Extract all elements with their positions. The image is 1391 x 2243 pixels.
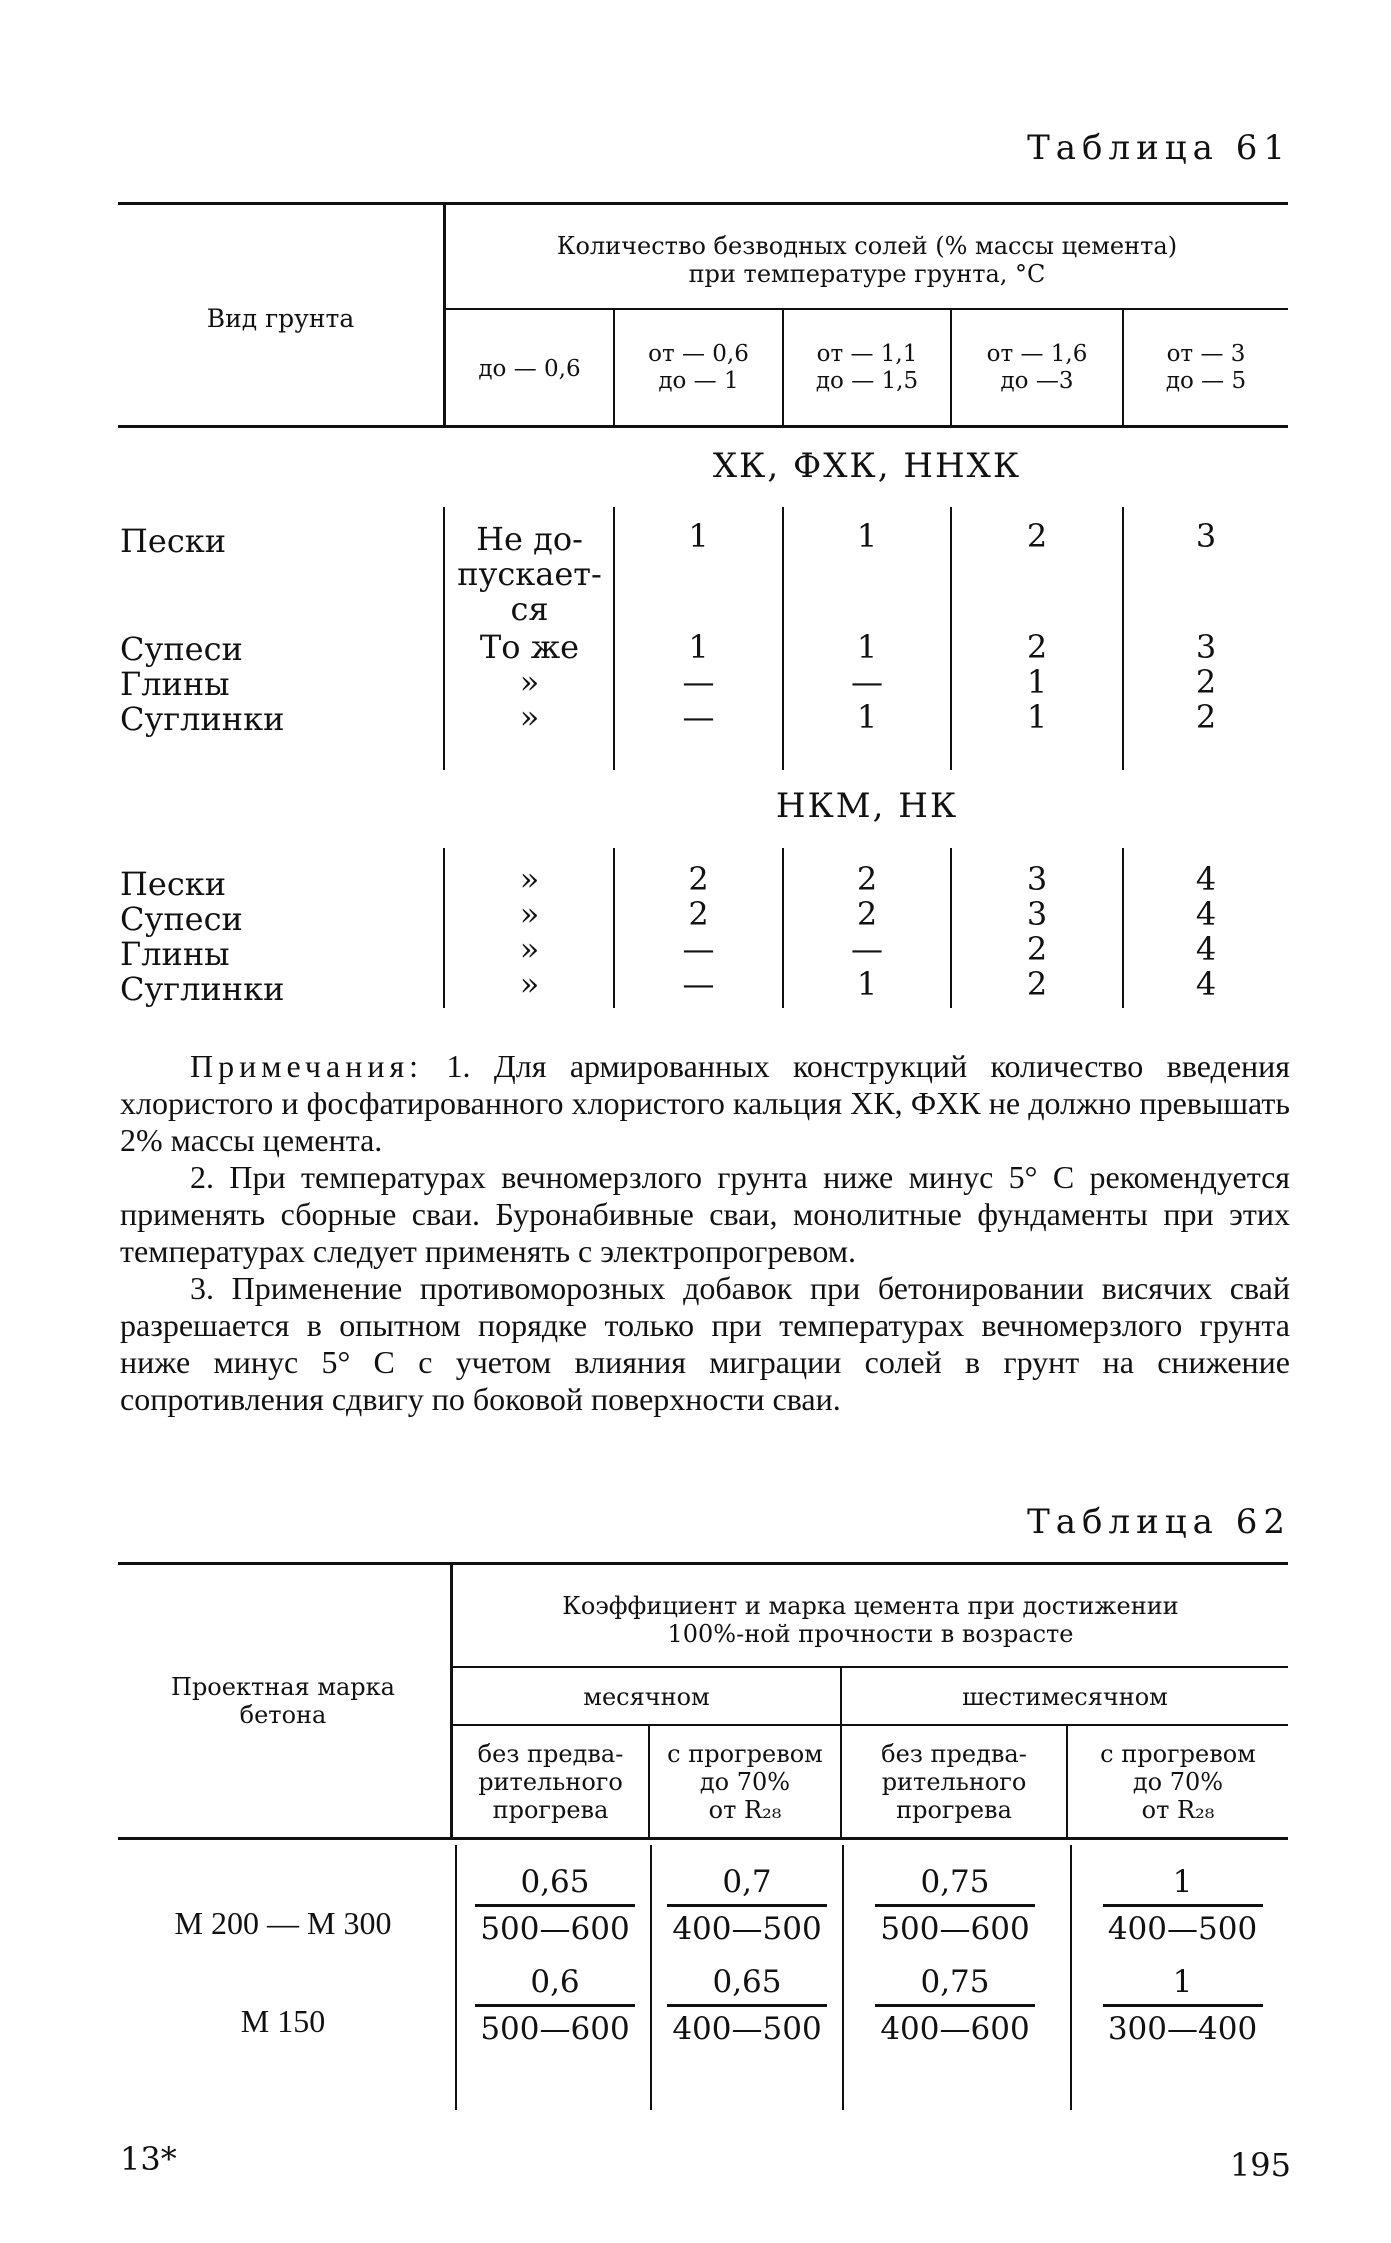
table61-g2-row4-c1: » — [519, 965, 540, 1003]
table62-m-preheat-header: с прогревом до 70% от R₂₈ — [667, 1740, 823, 1824]
table61-g1-row1-c5: 3 — [1195, 517, 1217, 555]
table61-g2-row2-c2: 2 — [688, 895, 709, 933]
table61-g2-row1-c1: » — [519, 860, 540, 898]
table61-g1-row4-c1: » — [519, 698, 540, 736]
table62-row2-cell3-num: 0,75 — [920, 1964, 990, 2000]
table61-g2-row3-name: Глины — [120, 935, 230, 973]
table61-header-bottom-rule — [118, 425, 1288, 428]
table61-g1-row1-name: Пески — [120, 522, 227, 560]
table62-body-divider-3 — [1070, 1845, 1072, 2110]
table61-g2-row2-c4: 3 — [1026, 895, 1048, 933]
table61-g1-row2-c3: 1 — [856, 628, 878, 666]
table61-range-col-4: от — 1,6 до —3 — [986, 341, 1088, 394]
table61-g2-row3-c3: — — [851, 930, 883, 968]
table62-row1-cell3-num: 0,75 — [920, 1864, 990, 1900]
table62-monthly-header: месячном — [583, 1683, 710, 1711]
table62-body-divider-1 — [650, 1845, 652, 2110]
table62-row1-cell4 — [1095, 1860, 1270, 1951]
table62-row1-cell4-den: 400—500 — [1107, 1911, 1258, 1947]
table62-row2-cell4-num: 1 — [1172, 1964, 1193, 2000]
table61-g1-row3-c1: » — [519, 663, 540, 701]
table62-row1-cell3 — [870, 1860, 1040, 1951]
table61-g1-row3-c5: 2 — [1195, 663, 1217, 701]
table62-row2-cell2 — [662, 1960, 832, 2051]
table62-row1-grade: М 200 — М 300 — [174, 1905, 392, 1941]
notes-label: Примечания: — [190, 1048, 424, 1084]
table61-range-col-2: от — 0,6 до — 1 — [648, 341, 749, 394]
table61-g1-col-divider-0 — [443, 507, 445, 770]
table62-sub-rule-1 — [453, 1724, 840, 1726]
table61-g1-row1-c2: 1 — [688, 517, 709, 555]
table61-g1-row2-c4: 2 — [1026, 628, 1048, 666]
table61-g1-row3-c4: 1 — [1026, 663, 1048, 701]
table61-group1-title: ХК, ФХК, ННХК — [712, 446, 1022, 486]
table61-g2-row3-c1: » — [519, 930, 540, 968]
table61-g1-row1-c4: 2 — [1026, 517, 1048, 555]
notes-block — [120, 1048, 1290, 1418]
table62-row1-cell3-den: 500—600 — [880, 1911, 1030, 1947]
table61-g1-row4-c5: 2 — [1195, 698, 1217, 736]
table61-g2-row4-c5: 4 — [1195, 965, 1217, 1003]
table62-row2-cell1-den: 500—600 — [480, 2011, 630, 2047]
table62-header-bottom-rule — [118, 1837, 1288, 1840]
table62-row2-cell3 — [870, 1960, 1040, 2051]
table62-row2-cell3-den: 400—600 — [880, 2011, 1030, 2047]
table62-row1-cell4-num: 1 — [1172, 1864, 1193, 1900]
table62-body-divider-2 — [842, 1845, 844, 2110]
table62-row2-cell2-den: 400—500 — [672, 2011, 822, 2047]
table61-g2-row2-c3: 2 — [856, 895, 878, 933]
table62-row1-cell2-den: 400—500 — [672, 1911, 822, 1947]
table62-row1-cell1 — [470, 1860, 640, 1951]
note-2: 2. При температурах вечномерзлого грунта ниже минус 5° С рекомендуется применять сборные сваи. Буронабивные сваи, монолитные фундаменты при этих температурах следует применять с электропрогревом. — [120, 1159, 1290, 1269]
page-number: 195 — [1229, 2146, 1291, 2184]
table62-group-rule — [453, 1666, 1288, 1668]
table61-g1-row2-c2: 1 — [688, 628, 709, 666]
table61-g2-row1-name: Пески — [120, 865, 227, 903]
table61-g1-row4-c3: 1 — [856, 698, 878, 736]
table61-soil-type-header: Вид грунта — [206, 304, 355, 333]
table62-row1-cell2 — [662, 1860, 832, 1951]
table61-range-col-3: от — 1,1 до — 1,5 — [815, 341, 919, 394]
table61-g2-row2-c5: 4 — [1195, 895, 1217, 933]
table62-row1-cell2-num: 0,7 — [722, 1864, 772, 1900]
note-3: 3. Применение противоморозных добавок при бетонировании висячих свай разрешается в опытном порядке только при температурах вечномерзлого грунта ниже минус 5° С с учетом влияния миграции солей в грунт на снижение сопротивления сдвигу по боковой поверхности сваи. — [120, 1270, 1290, 1417]
table62-sub-rule-2 — [842, 1724, 1288, 1726]
table61-g2-row4-c2: — — [682, 965, 715, 1003]
table61-g1-row4-c2: — — [682, 698, 715, 736]
table62-six-month-header: шестимесячном — [962, 1683, 1168, 1711]
table62-s-no-preheat-header: без предва- рительного прогрева — [881, 1740, 1027, 1824]
table61-g2-col-divider-0 — [443, 848, 445, 1008]
table61-g1-row1-c1: Не до- пускает- ся — [457, 520, 602, 628]
table61-g2-row1-c4: 3 — [1026, 860, 1048, 898]
table61-g2-row1-c2: 2 — [688, 860, 709, 898]
table62-body-divider-0 — [455, 1845, 457, 2110]
table61-g1-row4-c4: 1 — [1026, 698, 1048, 736]
table62-row2-cell1-num: 0,6 — [530, 1964, 580, 2000]
table61-g2-row2-name: Супеси — [120, 900, 243, 938]
table62-caption: Таблица 62 — [1027, 1502, 1291, 1542]
table61-g1-row2-c5: 3 — [1195, 628, 1217, 666]
table62-grade-header: Проектная марка бетона — [171, 1673, 395, 1729]
table61-range-col-1: до — 0,6 — [478, 356, 581, 382]
table61-g2-row2-c1: » — [519, 895, 540, 933]
table61-g1-row3-c2: — — [682, 663, 715, 701]
note-1: Примечания: 1. Для армированных конструкций количество введения хлористого и фосфатированного хлористого кальция ХК, ФХК не должно превышать 2% массы цемента. — [120, 1048, 1290, 1158]
table61-g1-row3-name: Глины — [120, 665, 230, 703]
table62-row2-cell2-num: 0,65 — [712, 1964, 782, 2000]
table61-range-col-5: от — 3 до — 5 — [1165, 341, 1247, 394]
table62-group-header: Коэффициент и марка цемента при достижении 100%-ной прочности в возрасте — [562, 1592, 1179, 1648]
table62-s-preheat-header: с прогревом до 70% от R₂₈ — [1100, 1740, 1256, 1824]
table61-g1-row4-name: Суглинки — [120, 700, 285, 738]
table61-g2-row3-c4: 2 — [1026, 930, 1048, 968]
table62-row1-cell1-num: 0,65 — [520, 1864, 590, 1900]
table61-g2-row3-c2: — — [682, 930, 715, 968]
table61-subheader-rule — [446, 308, 1288, 310]
table62-row1-cell1-den: 500—600 — [480, 1911, 630, 1947]
table62-row2-cell4-den: 300—400 — [1107, 2011, 1258, 2047]
table61-g2-row1-c5: 4 — [1195, 860, 1217, 898]
table61-g1-row3-c3: — — [851, 663, 883, 701]
table61-top-rule — [118, 202, 1288, 205]
table61-group2-title: НКМ, НК — [775, 786, 959, 826]
table61-caption: Таблица 61 — [1027, 128, 1291, 168]
table61-g1-row1-c3: 1 — [856, 517, 878, 555]
table61-g2-row1-c3: 2 — [856, 860, 878, 898]
table61-g1-row2-name: Супеси — [120, 630, 243, 668]
table61-group-header: Количество безводных солей (% массы цемента) при температуре грунта, °С — [556, 232, 1178, 288]
table61-g2-row4-c3: 1 — [856, 965, 878, 1003]
table62-row2-cell4 — [1095, 1960, 1270, 2051]
table61-g2-row3-c5: 4 — [1195, 930, 1217, 968]
table62-row2-grade: М 150 — [240, 2003, 326, 2039]
table62-m-no-preheat-header: без предва- рительного прогрева — [477, 1740, 624, 1824]
table62-top-rule — [118, 1562, 1288, 1565]
signature-mark: 13* — [120, 2140, 177, 2178]
table62-row2-cell1 — [470, 1960, 640, 2051]
table61-g2-row4-name: Суглинки — [120, 970, 285, 1008]
table61-g1-row2-c1: То же — [479, 628, 580, 666]
table61-g2-row4-c4: 2 — [1026, 965, 1048, 1003]
